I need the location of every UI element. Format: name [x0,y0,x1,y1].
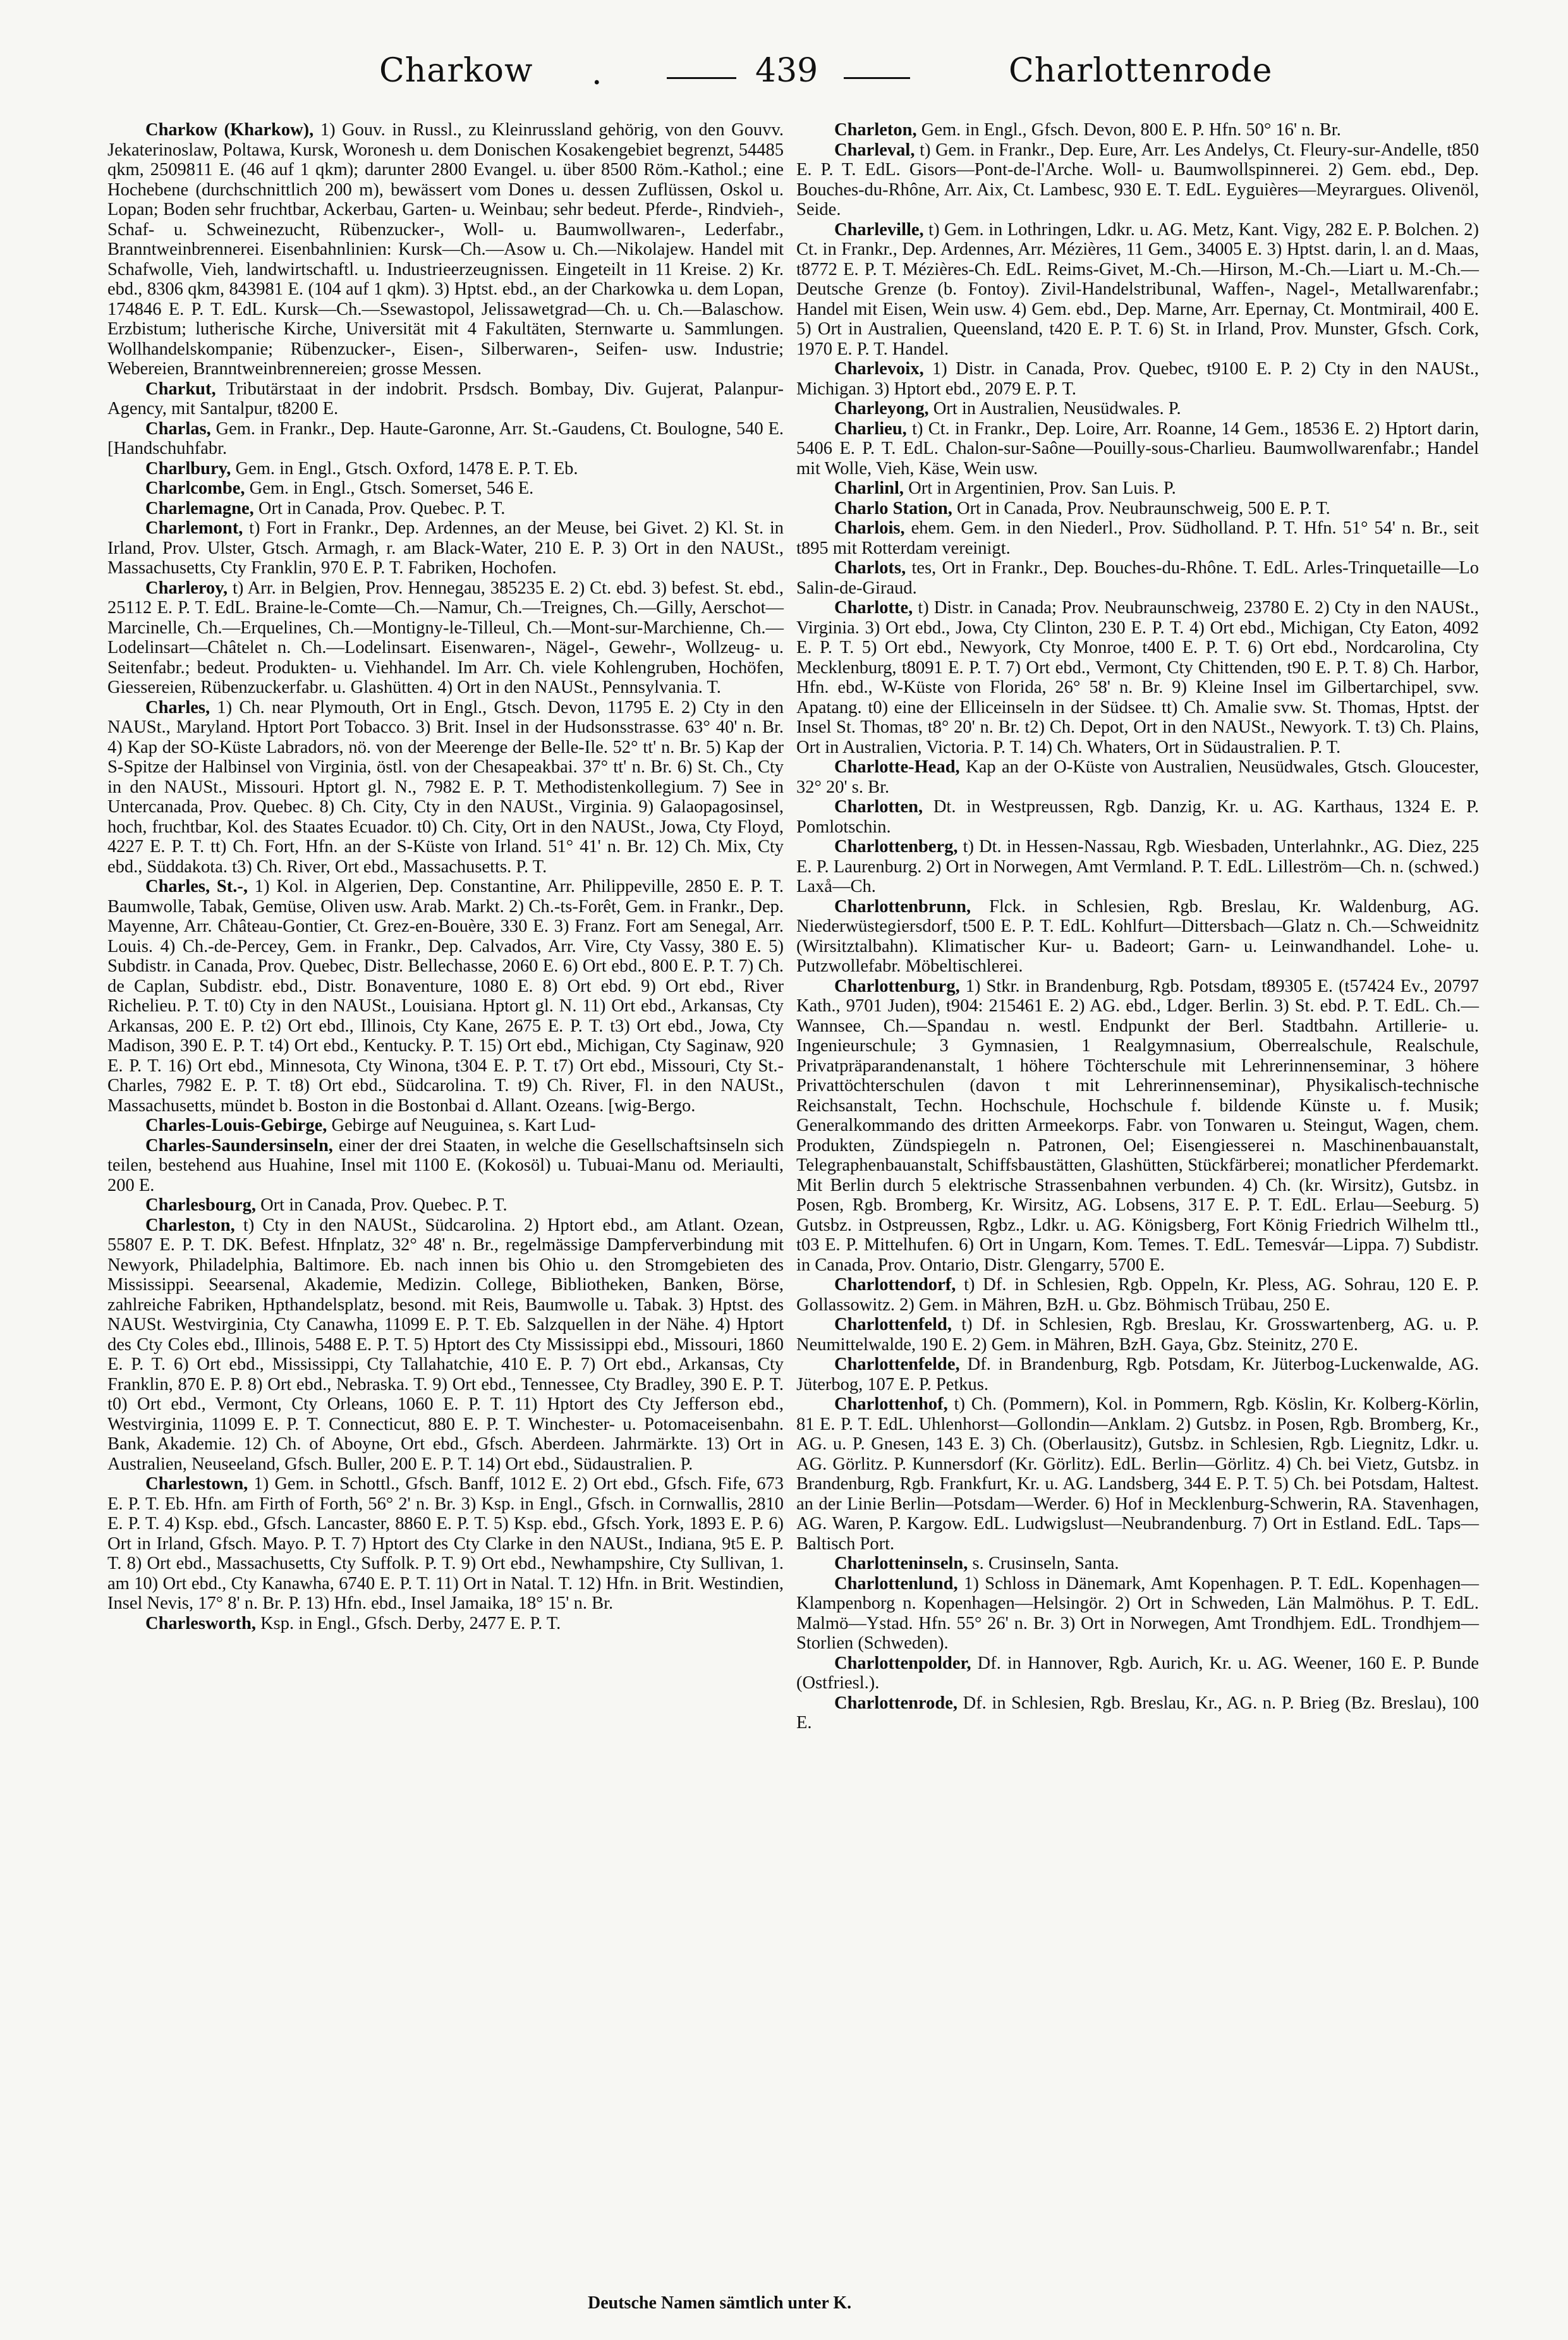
entry [107,877,784,1116]
header-right-keyword: Charlottenrode [1009,52,1273,90]
entry [107,120,784,379]
entry [107,499,784,519]
entry-text: 1) Gouv. in Russl., zu Kleinrussland gehörig, von den Gouvv. Jekaterinoslaw, Poltawa, Kursk, Woronesh u. dem Donischen Kosakengebiet begrenzt, 54485 qkm, 2509811 E. (46 auf 1 qkm); darunter 2800 Evangel. u. über 8500 Röm.-Kathol.; eine Hochebene (durchschnittlich 200 m), bewässert vom Dones u. dessen Zuflüssen, Oskol u. Lopan; Boden sehr fruchtbar, Ackerbau, Garten- u. Weinbau; sehr bedeut. Pferde-, Rindvieh-, Schaf- u. Schweinezucht, Rübenzucker-, Woll- u. Baumwollwaren-, Lederfabr., Branntweinbrennerei. Eisenbahnlinien: Kursk—Ch.—Asow u. Ch.—Nikolajew. Handel mit Schafwolle, Vieh, landwirtschaftl. u. Industrieerzeugnissen. Eingeteilt in 11 Kreise. 2) Kr. ebd., 8306 qkm, 843981 E. (104 auf 1 qkm). 3) Hptst. ebd., an der Charkowka u. dem Lopan, 174846 E. P. T. EdL. Kursk—Ch.—Ssewastopol, Jelissawetgrad—Ch. u. Ch.—Balaschow. Erzbistum; lutherische Kirche, Universität mit 4 Fakultäten, Sternwarte u. Sammlungen. Wollhandelskompanie; Rübenzucker-, Eisen-, Silberwaren-, Seifen- usw. Industrie; Webereien, Branntweinbrennereien; grosse Messen. [107,120,784,379]
entry-headword: Charlbury, [145,458,231,478]
entry [107,1474,784,1614]
entry-headword: Charlemagne, [145,498,254,518]
entry [796,399,1479,419]
entry-text: Gem. in Frankr., Dep. Haute-Garonne, Arr. St.-Gaudens, Ct. Boulogne, 540 E. [Handschuhfabr. [107,418,784,458]
entry-text: t) Df. in Schlesien, Rgb. Oppeln, Kr. Pless, AG. Sohrau, 120 E. P. Gollassowitz. 2) Gem. in Mähren, BzH. u. Gbz. Böhmisch Trübau, 250 E. [796,1275,1480,1315]
entry-text: t) Fort in Frankr., Dep. Ardennes, an der Meuse, bei Givet. 2) Kl. St. in Irland, Prov. Ulster, Gtsch. Armagh, r. am Black-Water, 210 E. P. 3) Ort in den NAUSt., Massachusetts, Cty Franklin, 970 E. P. T. Fabriken, Hochofen. [107,518,784,578]
entry-text: t) Cty in den NAUSt., Südcarolina. 2) Hptort ebd., am Atlant. Ozean, 55807 E. P. T. DK. Befest. Hfnplatz, 32° 48' n. Br., regelmässige Dampferverbindung mit Newyork, Philadelphia, Baltimore. Eb. nach innen bis Ohio u. den Stromgebieten des Mississippi. Seearsenal, Akademie, Medizin. College, Bibliotheken, Banken, Börse, zahlreiche Fabriken, Hpthandelsplatz, besond. mit Reis, Baumwolle u. Tabak. 3) Hptst. des NAUSt. Westvirginia, Cty Canawha, 11099 E. P. T. Eb. Salzquellen in der Nähe. 4) Hptort des Cty Coles ebd., Illinois, 5488 E. P. T. 5) Hptort des Cty Mississippi ebd., Missouri, 1860 E. P. T. 6) Ort ebd., Mississippi, Cty Tallahatchie, 410 E. P. 7) Ort ebd., Arkansas, Cty Franklin, 870 E. P. 8) Ort ebd., Nebraska. T. 9) Ort ebd., Tennessee, Cty Bradley, 390 E. P. T. t0) Ort ebd., Vermont, Cty Orleans, 1060 E. P. T. 11) Hptort des Cty Jefferson ebd., Westvirginia, 11099 E. P. T. Connecticut, 880 E. P. T. Winchester- u. Potomaceisenbahn. Bank, Akademie. 12) Ch. of Aboyne, Ort ebd., Gfsch. Aberdeen. Jahrmärkte. 13) Ort in Australien, Neuseeland, Gfsch. Buller, 200 E. P. T. 14) Ort ebd., Südaustralien. P. [107,1215,784,1474]
entry-headword: Charlottenlund, [834,1573,958,1594]
entry [796,359,1479,399]
entry-headword: Charlas, [145,418,211,439]
entry-headword: Charles-Louis-Gebirge, [145,1116,327,1135]
entry [796,518,1479,558]
entry-headword: Charlottenberg, [834,837,958,856]
entry [107,1614,784,1634]
entry-text: Dt. in Westpreussen, Rgb. Danzig, Kr. u. AG. Karthaus, 1324 E. P. Pomlotschin. [796,797,1479,837]
entry-headword: Charlevoix, [834,359,924,379]
entry [796,220,1479,360]
header-dash-right [844,77,910,79]
entry-headword: Charlieu, [834,418,907,439]
header-left-keyword: Charkow [379,52,533,90]
entry-text: Gem. in Engl., Gtsch. Oxford, 1478 E. P. T. Eb. [235,458,578,478]
entry [796,1394,1479,1554]
entry-text: Ort in Australien, Neusüdwales. P. [933,399,1181,418]
entry-text: t) Df. in Schlesien, Rgb. Breslau, Kr. Grosswartenberg, AG. u. P. Neumittelwalde, 190 E. 2) Gem. in Mähren, BzH. Gaya, Gbz. Steinitz, 270 E. [796,1315,1479,1355]
entry [796,419,1479,479]
entry-text: Gebirge auf Neuguinea, s. Kart Lud- [331,1116,596,1135]
entry [796,1693,1479,1733]
entry-headword: Charlotten, [834,797,923,817]
entry-headword: Charleroy, [145,578,228,598]
entry-headword: Charlotte-Head, [834,757,960,777]
entry-headword: Charkow (Kharkow), [145,120,314,140]
entry [796,598,1479,757]
entry [796,1355,1479,1394]
entry-text: Ort in Canada, Prov. Quebec. P. T. [258,498,506,518]
entry-headword: Charlcombe, [145,478,245,498]
header-dash-left [667,77,736,79]
entry-headword: Charleval, [834,140,915,160]
entry-text: t) Dt. in Hessen-Nassau, Rgb. Wiesbaden, Unterlahnkr., AG. Diez, 225 E. P. Laurenburg. 2) Ort in Norwegen, Amt Vermland. P. T. EdL. Lilleström—Ch. n. (schwed.) Laxå—Ch. [796,837,1479,896]
entry-text: Tributärstaat in der indobrit. Prsdsch. Bombay, Div. Gujerat, Palanpur-Agency, mit Santalpur, t8200 E. [107,379,784,418]
page-header [0,39,1568,115]
entry-headword: Charlots, [834,558,906,578]
page-number: 439 [755,52,818,90]
entry [107,698,784,877]
entry [796,1275,1479,1315]
entry [796,558,1479,598]
entry [107,1216,784,1475]
entry-headword: Charlottenpolder, [834,1653,971,1673]
entry [796,1315,1479,1355]
entry-headword: Charles, [145,697,210,717]
entry-text: Df. in Schlesien, Rgb. Breslau, Kr., AG. n. P. Brieg (Bz. Breslau), 100 E. [796,1693,1480,1733]
entry-text: 1) Schloss in Dänemark, Amt Kopenhagen. P. T. EdL. Kopenhagen—Klampenborg n. Kopenhagen—Helsingör. 2) Ort in Schweden, Län Malmöhus. P. T. EdL. Malmö—Ystad. Hfn. 55° 26' n. Br. 3) Ort in Norwegen, Amt Trondhjem. EdL. Trondhjem—Storlien (Schweden). [796,1573,1479,1653]
entry-text: 1) Stkr. in Brandenburg, Rgb. Potsdam, t89305 E. (t57424 Ev., 20797 Kath., 9701 Juden), t904: 215461 E. 2) AG. ebd., Ldger. Berlin. 3) St. ebd. P. T. EdL. Ch.—Wannsee, Ch.—Spandau n. westl. Endpunkt der Berl. Stadtbahn. Artillerie- u. Ingenieurschule; 3 Gymnasien, 1 Realgymnasium, Oberrealschule, Realschule, Privatpräparandenanstalt, 1 höhere Töchterschule mit Lehrerinnenseminar, 3 höhere Privattöchterschulen (davon t mit Lehrerinnenseminar), Physikalisch-technische Reichsanstalt, Techn. Hochschule, Hochschule f. bildende Künste u. f. Musik; Generalkommando des dritten Armeekorps. Fabr. von Tonwaren u. Steingut, Wagen, chem. Produkten, Zündspiegeln n. Patronen, Oel; Eisengiesserei n. Maschinenbauanstalt, Telegraphenbauanstalt, Schiffsbaustätten, Glashütten, Stückfärberei; monatlicher Pferdemarkt. Mit Berlin durch 5 elektrische Strassenbahnen verbunden. 4) Ch. (kr. Wirsitz), Gutsbz. in Posen, Rgb. Bromberg, Kr. Wirsitz, AG. Lobsens, 317 E. P. T. EdL. Erlau—Seeburg. 5) Gutsbz. in Ostpreussen, Rgbz., Ldkr. u. AG. Königsberg, Fort König Friedrich Wilhelm ttl., t03 E. P. Mittelhufen. 6) Ort in Ungarn, Kom. Temes. T. EdL. Temesvár—Lippa. 7) Subdistr. in Canada, Prov. Ontario, Distr. Glengarry, 5700 E. [796,976,1479,1275]
entry-text: Df. in Hannover, Rgb. Aurich, Kr. u. AG. Weener, 160 E. P. Bunde (Ostfriesl.). [796,1653,1479,1693]
entry-headword: Charlottenburg, [834,976,960,996]
entry-text: 1) Gem. in Schottl., Gfsch. Banff, 1012 E. 2) Ort ebd., Gfsch. Fife, 673 E. P. T. Eb. Hfn. am Firth of Forth, 56° 2' n. Br. 3) Ksp. in Engl., Gfsch. in Cornwallis, 2810 E. P. T. 4) Ksp. ebd., Gfsch. Lancaster, 8860 E. P. T. 5) Ksp. ebd., Gfsch. York, 1893 E. P. 6) Ort in Irland, Gfsch. Mayo. P. T. 7) Hptort des Cty Clarke in den NAUSt., Indiana, 9t5 E. P. T. 8) Ort ebd., Massachusetts, Cty Suffolk. P. T. 9) Ort ebd., Newhampshire, Cty Sullivan, 1. am 10) Ort ebd., Cty Kanawha, 6740 E. P. T. 11) Ort in Natal. T. 12) Hfn. in Brit. Westindien, Insel Nevis, 17° 8' n. Br. P. 13) Hfn. ebd., Insel Jamaika, 18° 15' n. Br. [107,1474,784,1613]
entry-text: t) Gem. in Frankr., Dep. Eure, Arr. Les Andelys, Ct. Fleury-sur-Andelle, t850 E. P. T. EdL. Gisors—Pont-de-l'Arche. Woll- u. Baumwollspinnerei. 2) Gem. ebd., Dep. Bouches-du-Rhône, Arr. Aix, Ct. Lambesc, 930 E. T. EdL. Eyguières—Meyrargues. Olivenöl, Seide. [796,140,1479,219]
entry-headword: Charlois, [834,518,905,538]
entry [107,518,784,578]
entry-text: Gem. in Engl., Gfsch. Devon, 800 E. P. Hfn. 50° 16' n. Br. [921,120,1341,140]
entry [107,478,784,499]
entry [107,1116,784,1136]
entry-text: t) Ch. (Pommern), Kol. in Pommern, Rgb. Köslin, Kr. Kolberg-Körlin, 81 E. P. T. EdL. Uhlenhorst—Gollondin—Anklam. 2) Gutsbz. in Posen, Rgb. Bromberg, Kr., AG. u. P. Gnesen, 143 E. 3) Ch. (Oberlausitz), Gutsbz. in Schlesien, Rgb. Liegnitz, Ldkr. u. AG. Görlitz. P. Kunnersdorf (Kr. Görlitz). EdL. Berlin—Görlitz. 4) Ch. bei Vietz, Gutsbz. in Brandenburg, Rgb. Frankfurt, Kr. u. AG. Landsberg, 344 E. P. T. 5) Ch. bei Potsdam, Haltest. an der Linie Berlin—Potsdam—Werder. 6) Hof in Mecklenburg-Schwerin, RA. Stavenhagen, AG. Waren, P. Kargow. EdL. Ludwigslust—Neubrandenburg. 7) Ort in Estland. EdL. Taps—Baltisch Port. [796,1394,1479,1554]
entry-headword: Charlotteninseln, [834,1554,968,1573]
entry-text: Ort in Canada, Prov. Quebec. P. T. [260,1195,507,1215]
entry-headword: Charlesbourg, [145,1195,256,1215]
entry-headword: Charlo Station, [834,498,952,518]
entry-text: 1) Ch. near Plymouth, Ort in Engl., Gtsch. Devon, 11795 E. 2) Cty in den NAUSt., Maryland. Hptort Port Tobacco. 3) Brit. Insel in der Hudsonsstrasse. 63° 40' n. Br. 4) Kap der SO-Küste Labradors, nö. von der Meerenge der Belle-Ile. 52° tt' n. Br. 5) Kap der S-Spitze der Halbinsel von Virginia, östl. von der Chesapeakbai. 37° tt' n. Br. 6) St. Ch., Cty in den NAUSt., Missouri. Hptort gl. N., 7982 E. P. T. Methodistenkollegium. 7) See in Untercanada, Prov. Quebec. 8) Ch. City, Cty in den NAUSt., Virginia. 9) Galaopagosinsel, hoch, fruchtbar, Kol. des Staates Ecuador. t0) Ch. City, Ort in den NAUSt., Jowa, Cty Floyd, 4227 E. P. T. tt) Ch. Fort, Hfn. an der S-Küste von Irland. 51° 41' n. Br. 12) Ch. Mix, Cty ebd., Süddakota. t3) Ch. River, Ort ebd., Massachusetts. P. T. [107,697,784,877]
entry [796,120,1479,140]
entry-text: Df. in Brandenburg, Rgb. Potsdam, Kr. Jüterbog-Luckenwalde, AG. Jüterbog, 107 E. P. Petkus. [796,1355,1479,1394]
entry-headword: Charlemont, [145,518,243,538]
entry-headword: Charlinl, [834,478,904,498]
entry [107,1136,784,1196]
entry-text: t) Distr. in Canada; Prov. Neubraunschweig, 23780 E. 2) Cty in den NAUSt., Virginia. 3) Ort ebd., Jowa, Cty Clinton, 230 E. P. T. 4) Ort ebd., Michigan, Cty Eaton, 4092 E. P. T. 5) Ort ebd., Newyork, Cty Monroe, t400 E. P. T. 6) Ort ebd., Nordcarolina, Cty Mecklenburg, t8091 E. P. T. 7) Ort ebd., Vermont, Cty Chittenden, t90 E. P. T. 8) Ch. Harbor, Hfn. ebd., W-Küste von Florida, 26° 58' n. Br. 9) Kleine Insel im Gilbertarchipel, svw. Apatang. t0) eine der Elliceinseln in der Südsee. tt) Ch. Amalie svw. St. Thomas, Hptst. der Insel St. Thomas, t8° 20' n. Br. t2) Ch. Depot, Ort in den NAUSt., Newyork. T. t3) Ch. Plains, Ort in Australien, Victoria. P. T. 14) Ch. Whaters, Ort in Südaustralien. P. T. [796,598,1480,757]
entry-text: einer der drei Staaten, in welche die Gesellschaftsinseln sich teilen, bestehend aus Huahine, Insel mit 1100 E. (Kokosöl) u. Tubuai-Manu od. Meriaulti, 200 E. [107,1135,784,1195]
entry [796,977,1479,1276]
entry-headword: Charlottendorf, [834,1275,956,1295]
entry-headword: Charles, St.-, [145,877,248,896]
entry [796,478,1479,499]
entry-headword: Charlottenfeld, [834,1315,952,1334]
entry-headword: Charleston, [145,1215,235,1235]
entry-text: Flck. in Schlesien, Rgb. Breslau, Kr. Waldenburg, AG. Niederwüstegiersdorf, t500 E. P. T. EdL. Kohlfurt—Dittersbach—Glatz n. Ch.—Schweidnitz (Wirsitztalbahn). Klimatischer Kur- u. Badeort; Garn- u. Leinwandhandel. Lohe- u. Putzwollefabr. Möbeltischlerei. [796,896,1479,976]
entry-text: Ksp. in Engl., Gfsch. Derby, 2477 E. P. T. [260,1613,561,1633]
entry [796,797,1479,837]
entry-text: t) Ct. in Frankr., Dep. Loire, Arr. Roanne, 14 Gem., 18536 E. 2) Hptort darin, 5406 E. P. T. EdL. Chalon-sur-Saône—Pouilly-sous-Charlieu. Baumwollwarenfabr.; Handel mit Wolle, Vieh, Käse, Wein usw. [796,418,1479,478]
entry-text: 1) Kol. in Algerien, Dep. Constantine, Arr. Philippeville, 2850 E. P. T. Baumwolle, Tabak, Gemüse, Oliven usw. Arab. Markt. 2) Ch.-ts-Forêt, Gem. in Frankr., Dep. Mayenne, Arr. Château-Gontier, Ct. Grez-en-Bouère, 330 E. 3) Franz. Fort am Senegal, Arr. Louis. 4) Ch.-de-Percey, Gem. in Frankr., Dep. Calvados, Arr. Vire, Cty Vassy, 380 E. 5) Subdistr. in Canada, Prov. Quebec, Distr. Bellechasse, 2060 E. 6) Ort ebd., 800 E. P. T. 7) Ch. de Caplan, Subdistr. ebd., Distr. Bonaventure, 1080 E. 8) Ort ebd. 9) Ort ebd., River Richelieu. P. T. t0) Cty in den NAUSt., Louisiana. Hptort gl. N. 11) Ort ebd., Arkansas, Cty Arkansas, 200 E. P. t2) Ort ebd., Illinois, Cty Kane, 2675 E. P. T. t3) Ort ebd., Jowa, Cty Madison, 390 E. P. T. t4) Ort ebd., Kentucky. P. T. 15) Ort ebd., Michigan, Cty Saginaw, 920 E. P. T. 16) Ort ebd., Minnesota, Cty Winona, t304 E. P. T. t7) Ort ebd., Missouri, Cty St.-Charles, 7982 E. P. T. t8) Ort ebd., Südcarolina. T. t9) Ch. River, Fl. in den NAUSt., Massachusetts, mündet b. Boston in die Bostonbai d. Allant. Ozeans. [wig-Bergo. [107,877,784,1116]
entry-text: Kap an der O-Küste von Australien, Neusüdwales, Gtsch. Gloucester, 32° 20' s. Br. [796,757,1480,797]
entry [796,837,1479,897]
entry [107,1195,784,1216]
entry-headword: Charlottenrode, [834,1693,957,1713]
entry [796,499,1479,519]
entry [796,1654,1479,1693]
entry [107,419,784,459]
entry-headword: Charles-Saundersinseln, [145,1135,333,1155]
entry-headword: Charlestown, [145,1474,248,1494]
entry-text: 1) Distr. in Canada, Prov. Quebec, t9100 E. P. 2) Cty in den NAUSt., Michigan. 3) Hptort ebd., 2079 E. P. T. [796,359,1479,399]
entry-text: tes, Ort in Frankr., Dep. Bouches-du-Rhône. T. EdL. Arles-Trinquetaille—Lo Salin-de-Giraud. [796,558,1480,598]
entry [796,1554,1479,1574]
header-dot: . [592,54,602,92]
entry-headword: Charleton, [834,120,917,140]
entry-text: ehem. Gem. in den Niederl., Prov. Südholland. P. T. Hfn. 51° 54' n. Br., seit t895 mit Rotterdam vereinigt. [796,518,1479,558]
entry [796,140,1479,220]
entry-text: Ort in Argentinien, Prov. San Luis. P. [908,478,1176,498]
entry-text: t) Arr. in Belgien, Prov. Hennegau, 385235 E. 2) Ct. ebd. 3) befest. St. ebd., 25112 E. P. T. EdL. Braine-le-Comte—Ch.—Namur, Ch.—Treignes, Ch.—Gilly, Aerschot—Marcinelle, Ch.—Erquelines, Ch.—Montigny-le-Tilleul, Ch.—Mont-sur-Marchienne, Ch.—Lodelinsart—Châtelet n. Ch.—Lodelinsart. Eisenwaren-, Nägel-, Gewehr-, Wollzeug- u. Seitenfabr.; bedeut. Produkten- u. Viehhandel. Im Arr. Ch. viele Kohlengruben, Hochöfen, Giessereien, Rübenzuckerfabr. u. Glashütten. 4) Ort in den NAUSt., Pennsylvania. T. [107,578,784,697]
entry [796,897,1479,977]
page-footer-note: Deutsche Namen sämtlich unter K. [588,2293,852,2313]
entry-headword: Charlottenfelde, [834,1355,960,1374]
entry [796,1574,1479,1654]
entry-text: s. Crusinseln, Santa. [972,1554,1119,1573]
entry-headword: Charkut, [145,379,216,399]
entry-text: Gem. in Engl., Gtsch. Somerset, 546 E. [249,478,534,498]
right-column [796,120,1479,1733]
entry [107,459,784,479]
entry-headword: Charlottenbrunn, [834,896,971,917]
entry-headword: Charlesworth, [145,1613,256,1633]
entry-headword: Charlotte, [834,598,913,618]
entry-text: Ort in Canada, Prov. Neubraunschweig, 500 E. P. T. [956,498,1330,518]
entry [796,757,1479,797]
entry [107,578,784,698]
entry-headword: Charlottenhof, [834,1394,948,1414]
entry-text: t) Gem. in Lothringen, Ldkr. u. AG. Metz, Kant. Vigy, 282 E. P. Bolchen. 2) Ct. in Frankr., Dep. Ardennes, Arr. Mézières, 11 Gem., 34005 E. 3) Hptst. darin, l. an d. Maas, t8772 E. P. T. Mézières-Ch. EdL. Reims-Givet, M.-Ch.—Hirson, M.-Ch.—Liart u. M.-Ch.—Deutsche Grenze (b. Fontoy). Zivil-Handelstribunal, Waffen-, Nagel-, Metallwarenfabr.; Handel mit Eisen, Wein usw. 4) Gem. ebd., Dep. Marne, Arr. Epernay, Ct. Montmirail, 400 E. 5) Ort in Australien, Queensland, t420 E. P. T. 6) St. in Irland, Prov. Munster, Gfsch. Cork, 1970 E. P. T. Handel. [796,219,1479,359]
entry-headword: Charleyong, [834,399,929,418]
entry [107,379,784,419]
left-column [107,120,784,1633]
entry-headword: Charleville, [834,219,924,240]
